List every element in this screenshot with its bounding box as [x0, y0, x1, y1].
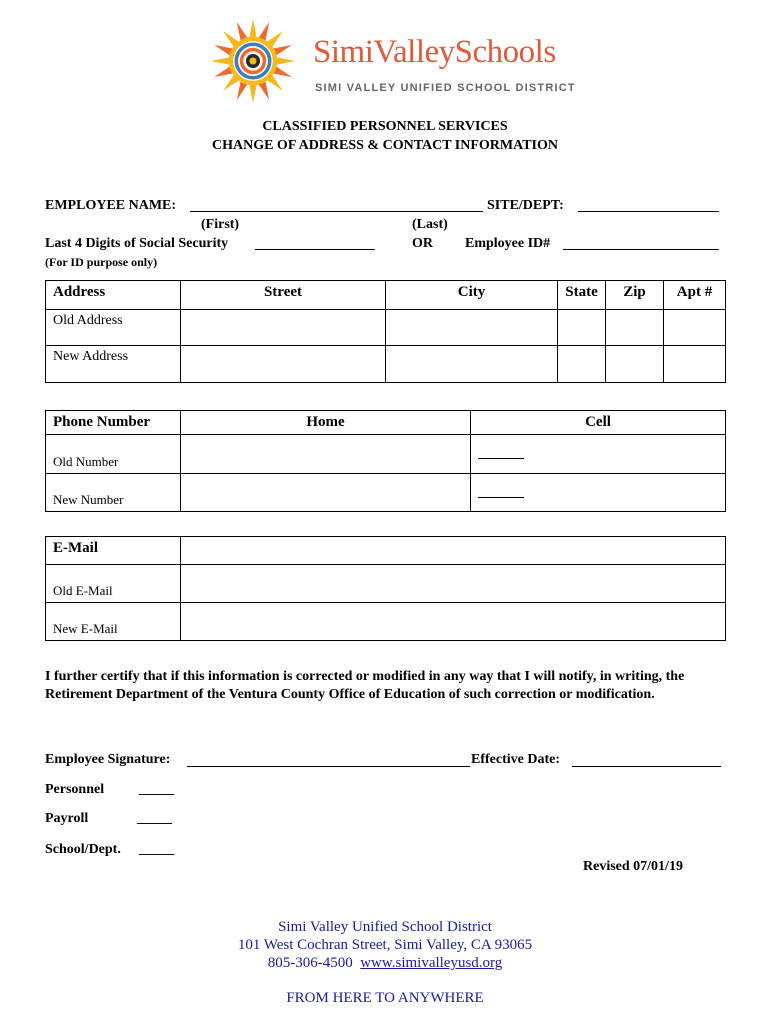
new-email-label: New E-Mail — [46, 603, 181, 641]
footer-website-link[interactable]: www.simivalleyusd.org — [360, 955, 503, 971]
site-dept-field[interactable] — [578, 211, 719, 212]
home-header: Home — [181, 411, 471, 435]
ssn-field[interactable] — [255, 249, 375, 250]
old-apt-field[interactable] — [664, 310, 726, 346]
city-header: City — [386, 281, 558, 310]
address-table — [45, 280, 726, 383]
brand-name: SimiValleySchools — [313, 34, 556, 70]
street-header: Street — [181, 281, 386, 310]
district-subtitle: SIMI VALLEY UNIFIED SCHOOL DISTRICT — [315, 82, 576, 94]
new-number-label: New Number — [46, 474, 181, 512]
state-header: State — [558, 281, 606, 310]
purpose-note: (For ID purpose only) — [45, 255, 158, 269]
certification-text: I further certify that if this information is corrected or modified in any way that I will notify, in writing, the Retirement Department of the Ventura County Office of Education of such correction or modification. — [45, 669, 685, 702]
footer-district: Simi Valley Unified School District — [278, 919, 492, 935]
employee-name-label: EMPLOYEE NAME: — [45, 198, 177, 213]
effective-date-field[interactable] — [572, 766, 721, 767]
new-address-label: New Address — [46, 346, 181, 383]
payroll-blank[interactable]: _____ — [137, 811, 172, 826]
footer-contact — [0, 954, 770, 972]
personnel-blank[interactable]: _____ — [139, 782, 174, 797]
old-number-label: Old Number — [46, 435, 181, 474]
email-table — [45, 536, 726, 641]
footer-tagline: FROM HERE TO ANYWHERE — [286, 990, 484, 1006]
new-apt-field[interactable] — [664, 346, 726, 383]
old-zip-field[interactable] — [606, 310, 664, 346]
school-dept-blank[interactable]: _____ — [139, 842, 174, 857]
new-cell-blank — [478, 484, 524, 498]
new-street-field[interactable] — [181, 346, 386, 383]
employee-id-field[interactable] — [563, 249, 719, 250]
old-cell-blank — [478, 445, 524, 459]
site-dept-label: SITE/DEPT: — [487, 198, 564, 213]
old-cell-phone-field[interactable] — [471, 435, 726, 474]
first-name-caption: (First) — [201, 217, 240, 232]
apt-header: Apt # — [664, 281, 726, 310]
new-cell-phone-field[interactable] — [471, 474, 726, 512]
old-email-label: Old E-Mail — [46, 565, 181, 603]
old-address-label: Old Address — [46, 310, 181, 346]
old-city-field[interactable] — [386, 310, 558, 346]
revised-date: Revised 07/01/19 — [583, 859, 683, 874]
employee-id-label: Employee ID# — [465, 236, 551, 251]
phone-number-header: Phone Number — [46, 411, 181, 435]
new-state-field[interactable] — [558, 346, 606, 383]
footer-phone: 805-306-4500 — [267, 955, 353, 971]
payroll-label: Payroll — [45, 811, 89, 826]
new-home-phone-field[interactable] — [181, 474, 471, 512]
new-city-field[interactable] — [386, 346, 558, 383]
new-email-field[interactable] — [181, 603, 726, 641]
cell-header: Cell — [471, 411, 726, 435]
address-header: Address — [46, 281, 181, 310]
email-header: E-Mail — [46, 537, 181, 565]
employee-signature-field[interactable] — [187, 766, 470, 767]
old-home-phone-field[interactable] — [181, 435, 471, 474]
form-title-line1: CLASSIFIED PERSONNEL SERVICES — [262, 119, 508, 134]
ssn-label: Last 4 Digits of Social Security — [45, 236, 229, 251]
personnel-label: Personnel — [45, 782, 105, 797]
new-zip-field[interactable] — [606, 346, 664, 383]
zip-header: Zip — [606, 281, 664, 310]
employee-signature-label: Employee Signature: — [45, 752, 171, 767]
school-dept-label: School/Dept. — [45, 842, 121, 857]
phone-table — [45, 410, 726, 512]
old-street-field[interactable] — [181, 310, 386, 346]
employee-name-field[interactable] — [190, 211, 483, 212]
footer-address: 101 West Cochran Street, Simi Valley, CA 93065 — [237, 937, 533, 953]
email-header-blank — [181, 537, 726, 565]
old-email-field[interactable] — [181, 565, 726, 603]
sunburst-logo-icon — [205, 17, 301, 105]
form-title-line2: CHANGE OF ADDRESS & CONTACT INFORMATION — [211, 138, 558, 153]
last-name-caption: (Last) — [412, 217, 448, 232]
or-label: OR — [412, 236, 433, 251]
effective-date-label: Effective Date: — [471, 752, 561, 767]
old-state-field[interactable] — [558, 310, 606, 346]
